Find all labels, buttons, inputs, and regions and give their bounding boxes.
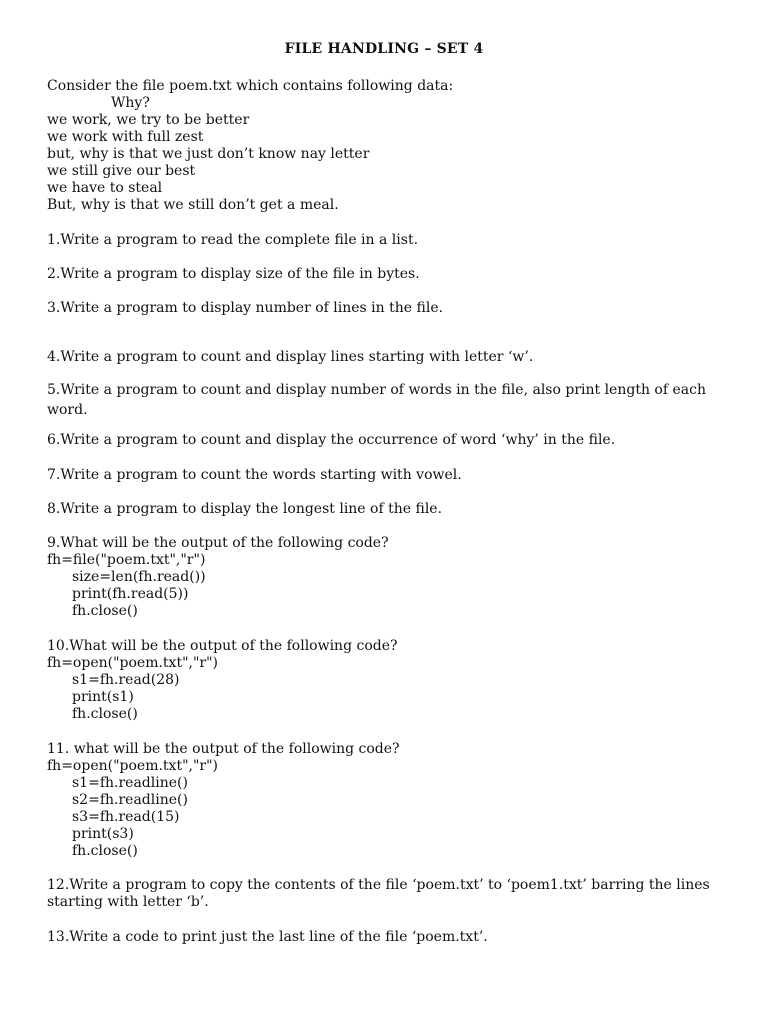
- poem-line: But, why is that we still don’t get a meal.: [47, 197, 339, 213]
- intro-text: Consider the file poem.txt which contains following data:: [47, 78, 454, 94]
- code-line: size=len(fh.read()): [72, 569, 206, 585]
- question-9: 9.What will be the output of the following code?: [47, 535, 389, 551]
- poem-line: we work with full zest: [47, 129, 204, 145]
- code-line: fh=open("poem.txt","r"): [47, 655, 218, 671]
- code-line: fh=open("poem.txt","r"): [47, 758, 218, 774]
- code-line: s3=fh.read(15): [72, 809, 180, 825]
- code-line: s1=fh.read(28): [72, 672, 180, 688]
- code-line: print(s1): [72, 689, 134, 705]
- question-2: 2.Write a program to display size of the file in bytes.: [47, 266, 420, 282]
- question-6: 6.Write a program to count and display the occurrence of word ‘why’ in the file.: [47, 432, 616, 448]
- question-11: 11. what will be the output of the following code?: [47, 741, 400, 757]
- code-line: s1=fh.readline(): [72, 775, 188, 791]
- question-5: 5.Write a program to count and display number of words in the file, also print length of each word.: [47, 382, 706, 418]
- code-line: fh.close(): [72, 706, 138, 722]
- question-10: 10.What will be the output of the following code?: [47, 638, 398, 654]
- poem-heading: Why?: [111, 95, 150, 111]
- code-line: print(s3): [72, 826, 134, 842]
- poem-line: we have to steal: [47, 180, 163, 196]
- question-3: 3.Write a program to display number of lines in the file.: [47, 300, 444, 316]
- code-line: fh=file("poem.txt","r"): [47, 552, 206, 568]
- poem-line: we still give our best: [47, 163, 196, 179]
- page-title: FILE HANDLING – SET 4: [284, 41, 484, 57]
- question-13: 13.Write a code to print just the last line of the file ‘poem.txt’.: [47, 929, 488, 945]
- question-1: 1.Write a program to read the complete file in a list.: [47, 232, 419, 248]
- code-line: fh.close(): [72, 603, 138, 619]
- question-12: 12.Write a program to copy the contents of the file ‘poem.txt’ to ‘poem1.txt’ barring the lines starting with letter ‘b’.: [47, 877, 710, 910]
- question-8: 8.Write a program to display the longest line of the file.: [47, 501, 443, 517]
- code-line: s2=fh.readline(): [72, 792, 188, 808]
- code-line: print(fh.read(5)): [72, 586, 189, 602]
- poem-line: but, why is that we just don’t know nay letter: [47, 146, 370, 162]
- poem-line: we work, we try to be better: [47, 112, 250, 128]
- code-line: fh.close(): [72, 843, 138, 859]
- question-7: 7.Write a program to count the words starting with vowel.: [47, 467, 462, 483]
- question-4: 4.Write a program to count and display lines starting with letter ‘w’.: [47, 349, 534, 365]
